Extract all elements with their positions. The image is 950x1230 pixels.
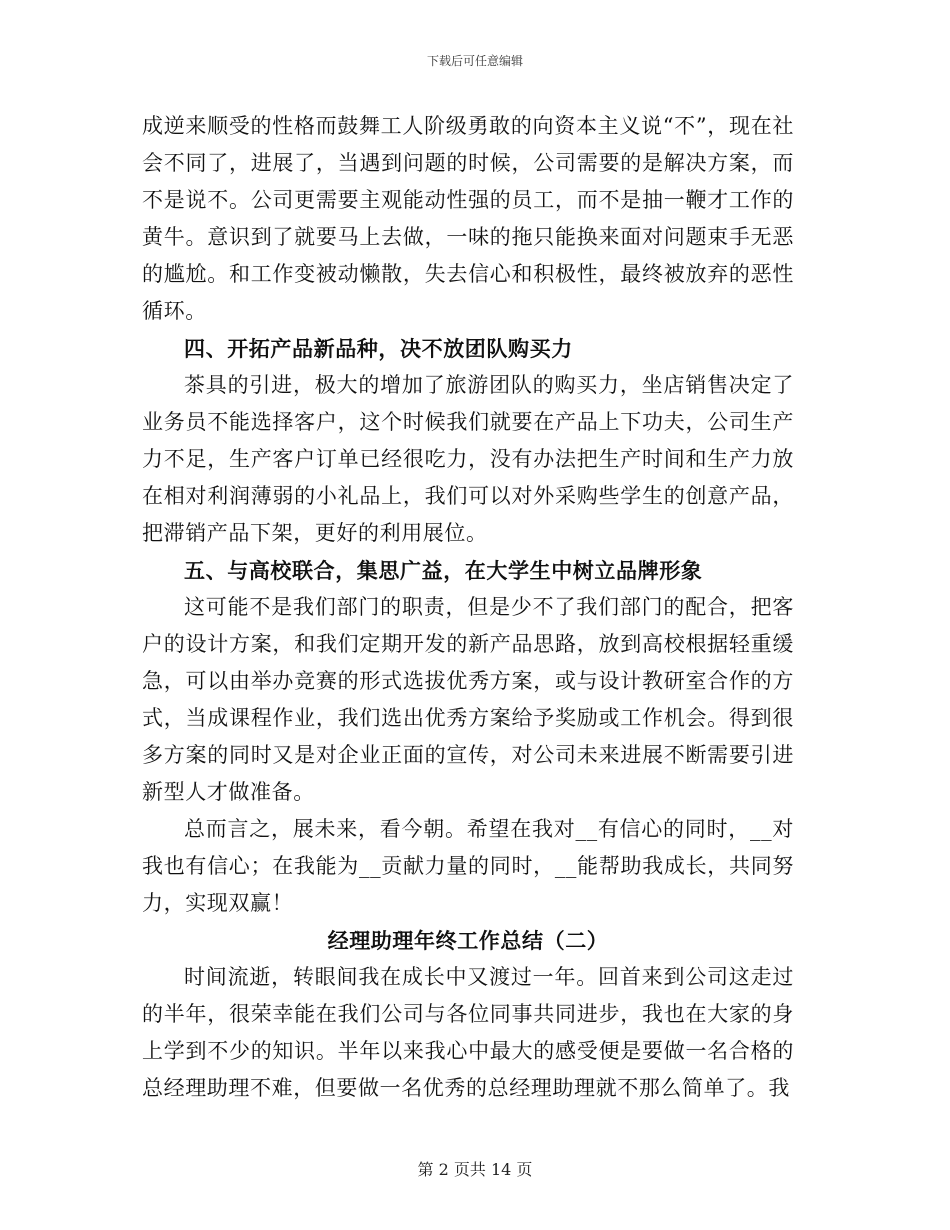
document-title-2: 经理助理年终工作总结（二） [327,928,609,953]
paragraph-continuation: 成逆来顺受的性格而鼓舞工人阶级勇敢的向资本主义说“不”，现在社会不同了，进展了，当遇到问题的时候，公司需要的是解决方案，而不是说不。公司更需要主观能动性强的员工，而不是抽一鞭才工作的黄牛。意识到了就要马上去做，一味的拖只能换来面对问题束手无恶的尴尬。和工作变被动懒散，失去信心和积极性，最终被放弃的恶性循环。 [142,114,794,323]
section-heading-4: 四、开拓产品新品种，决不放团队购买力 [184,336,573,361]
page-header: 下载后可任意编辑 [426,54,523,68]
page-footer: 第 2 页共 14 页 [417,1160,533,1179]
document-body [142,108,794,1107]
section-heading-5: 五、与高校联合，集思广益，在大学生中树立品牌形象 [184,558,703,583]
paragraph-section-5: 这可能不是我们部门的职责，但是少不了我们部门的配合，把客户的设计方案，和我们定期开发的新产品思路，放到高校根据轻重缓急，可以由举办竞赛的形式选拔优秀方案，或与设计教研室合作的方式，当成课程作业，我们选出优秀方案给予奖励或工作机会。得到很多方案的同时又是对企业正面的宣传，对公司未来进展不断需要引进新型人才做准备。 [142,595,794,804]
paragraph-summary-2-intro: 时间流逝，转眼间我在成长中又渡过一年。回首来到公司这走过的半年，很荣幸能在我们公司与各位同事共同进步，我也在大家的身上学到不少的知识。半年以来我心中最大的感受便是要做一名合格的总经理助理不难，但要做一名优秀的总经理助理就不那么简单了。我 [142,965,794,1100]
paragraph-section-4: 茶具的引进，极大的增加了旅游团队的购买力，坐店销售决定了业务员不能选择客户，这个时候我们就要在产品上下功夫，公司生产力不足，生产客户订单已经很吃力，没有办法把生产时间和生产力放在相对利润薄弱的小礼品上，我们可以对外采购些学生的创意产品，把滞销产品下架，更好的利用展位。 [142,373,794,545]
paragraph-conclusion: 总而言之，展未来，看今朝。希望在我对__有信心的同时，__对我也有信心；在我能为__贡献力量的同时，__能帮助我成长，共同努力，实现双赢！ [142,817,794,915]
